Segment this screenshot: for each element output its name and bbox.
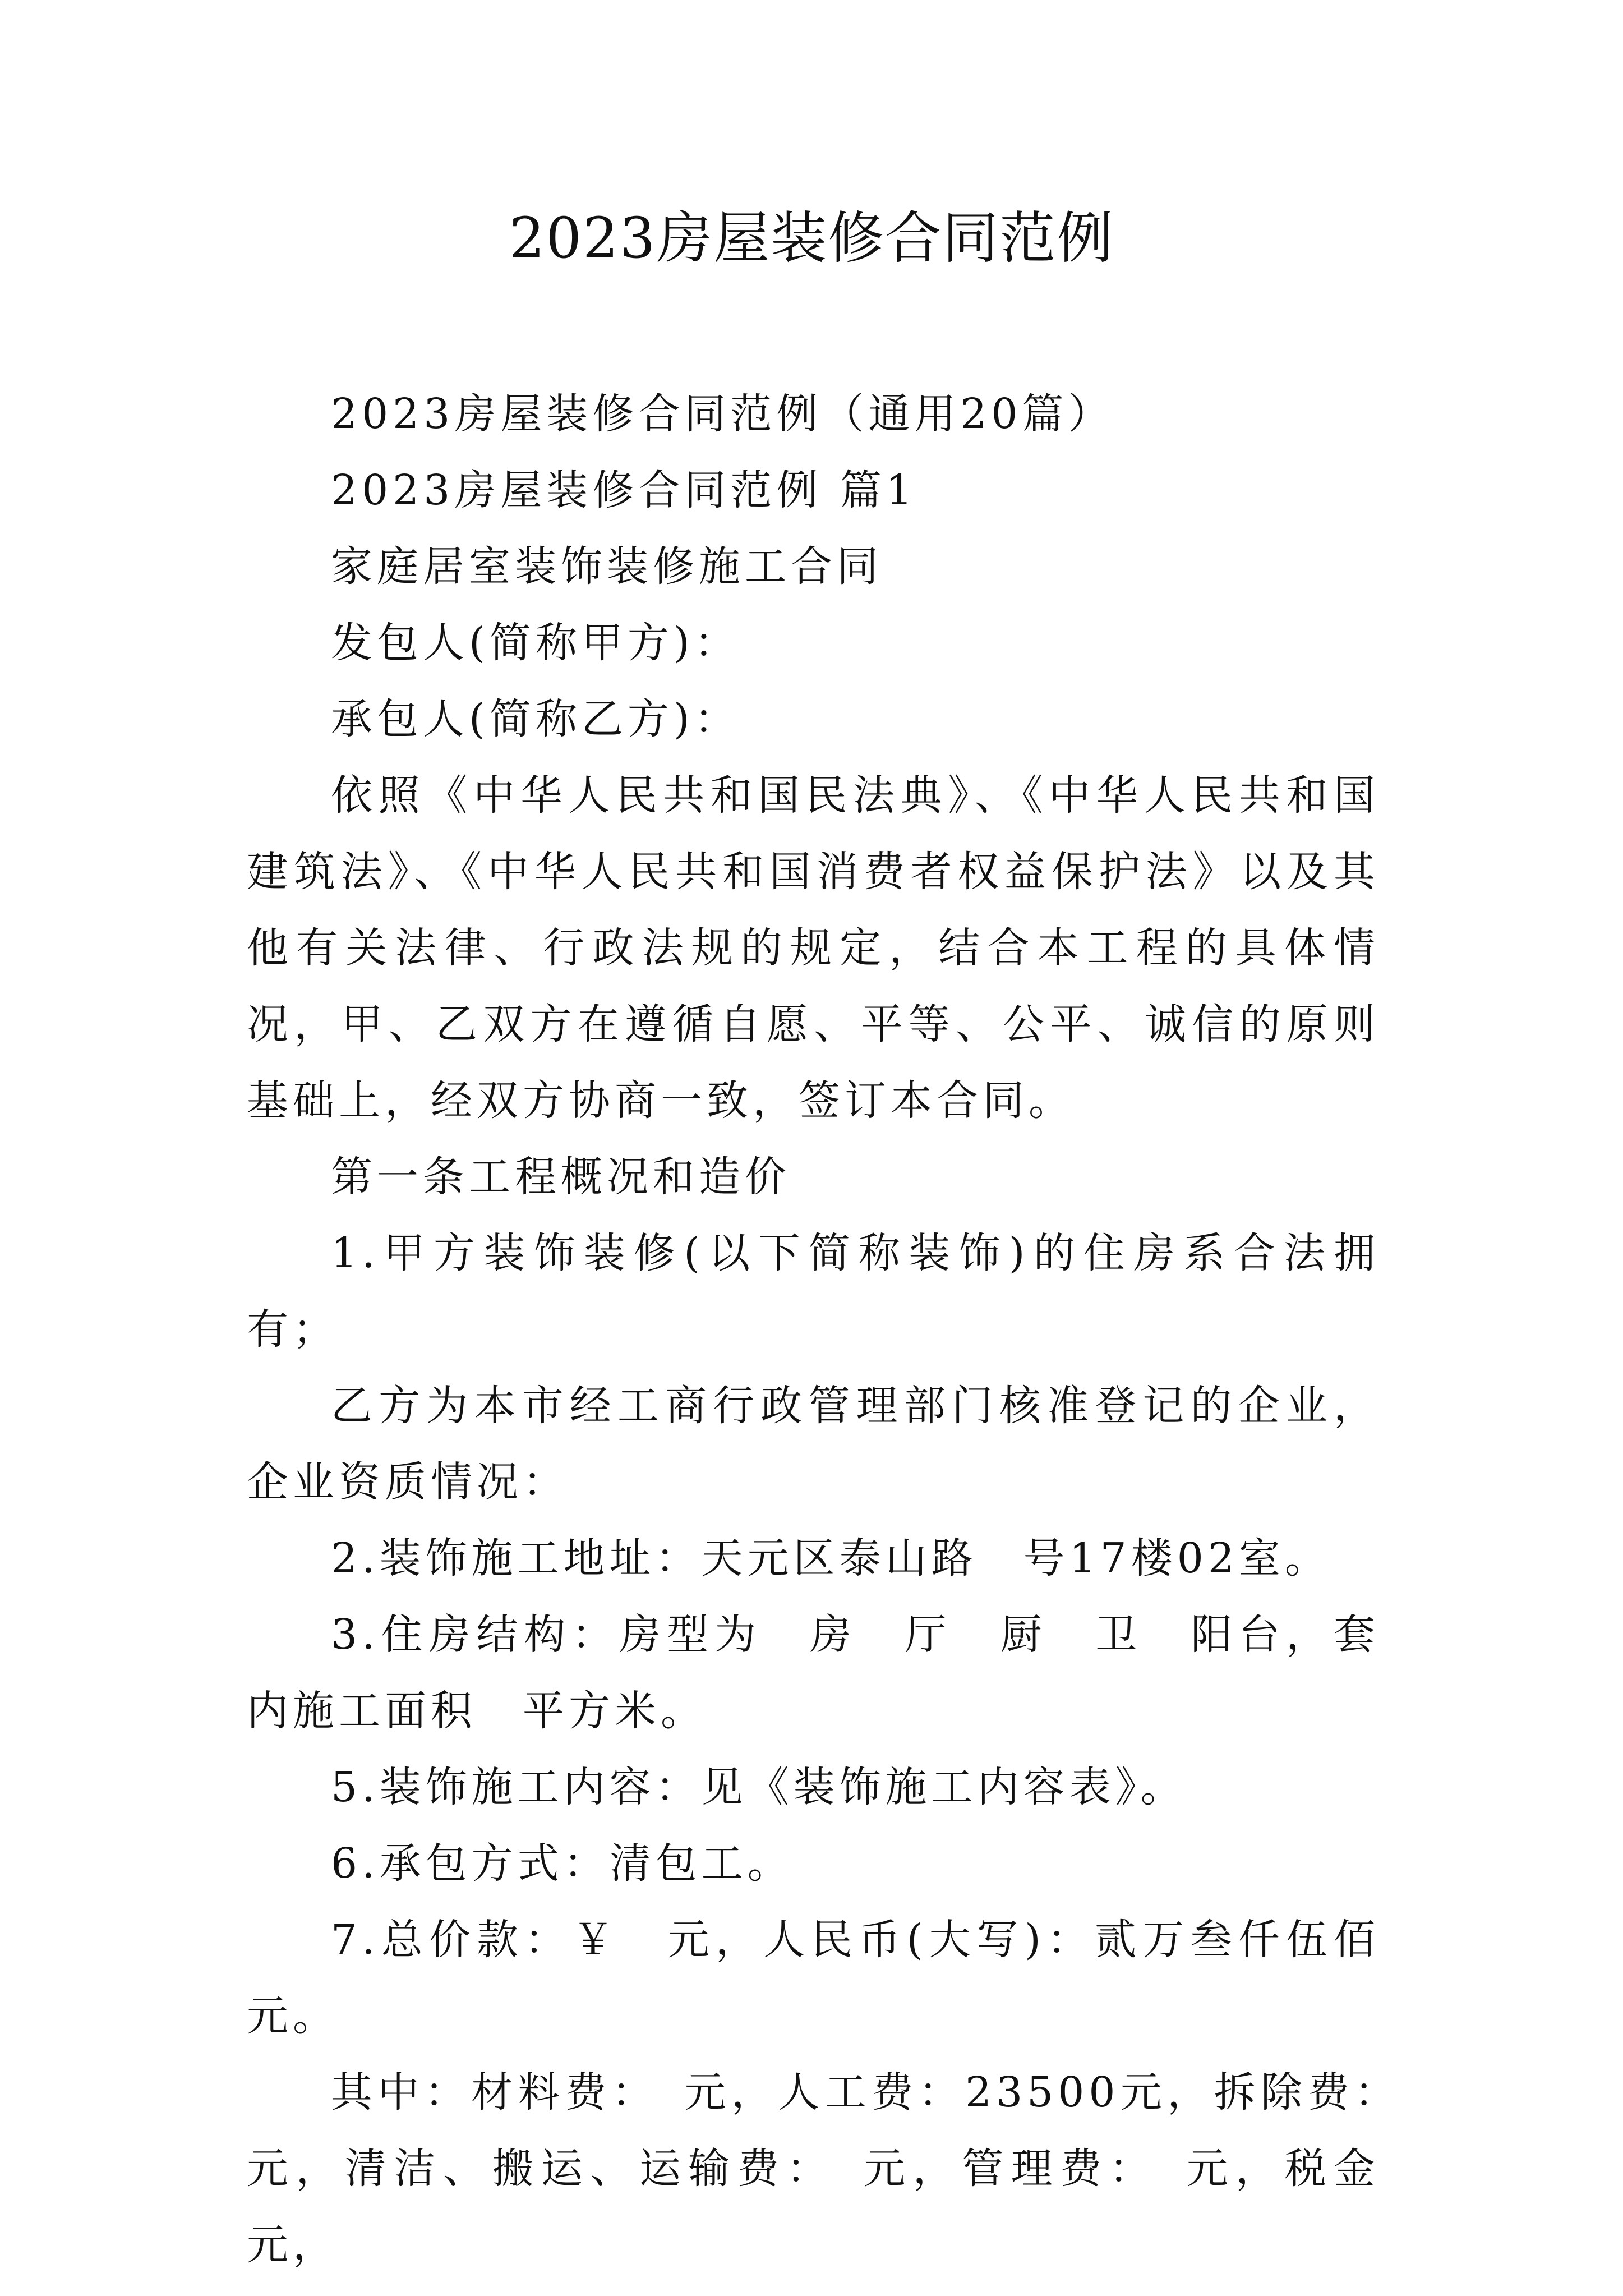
paragraph-item-6-method: 6.承包方式：清包工。 bbox=[331, 1839, 794, 1888]
paragraph-cost-breakdown: 其中：材料费： 元，人工费：23500元，拆除费： 元，清洁、搬运、运输费： 元，管理费： 元，税金 元， bbox=[247, 2068, 1426, 2269]
paragraph-item-5-content: 5.装饰施工内容：见《装饰施工内容表》。 bbox=[331, 1763, 1187, 1811]
paragraph-item-1: 1.甲方装饰装修(以下简称装饰)的住房系合法拥有； bbox=[247, 1229, 1380, 1354]
document-title: 2023房屋装修合同范例 bbox=[509, 205, 1114, 271]
paragraph-contractor-qualification: 乙方为本市经工商行政管理部门核准登记的企业，企业资质情况： bbox=[247, 1382, 1380, 1506]
paragraph-party-a: 发包人(简称甲方)： bbox=[331, 619, 740, 667]
paragraph-subtitle: 2023房屋装修合同范例（通用20篇） bbox=[331, 390, 1114, 438]
paragraph-item-3-structure: 3.住房结构：房型为 房 厅 厨 卫 阳台，套内施工面积 平方米。 bbox=[247, 1611, 1380, 1735]
document-body bbox=[247, 376, 1426, 2283]
paragraph-legal-basis: 依照《中华人民共和国民法典》、《中华人民共和国建筑法》、《中华人民共和国消费者权益保护法》以及其他有关法律、行政法规的规定，结合本工程的具体情况，甲、乙双方在遵循自愿、平等、公平、诚信的原则基础上，经双方协商一致，签订本合同。 bbox=[247, 771, 1380, 1125]
paragraph-article-one: 第一条工程概况和造价 bbox=[331, 1153, 791, 1201]
paragraph-item-7-total: 7.总价款：￥ 元，人民币(大写)：贰万叁仟伍佰元。 bbox=[247, 1916, 1380, 2040]
paragraph-item-2-address: 2.装饰施工地址：天元区泰山路 号17楼02室。 bbox=[331, 1534, 1331, 1582]
paragraph-section-heading: 2023房屋装修合同范例 篇1 bbox=[331, 466, 917, 514]
paragraph-contract-name: 家庭居室装饰装修施工合同 bbox=[331, 542, 883, 591]
paragraph-party-b: 承包人(简称乙方)： bbox=[331, 695, 740, 743]
